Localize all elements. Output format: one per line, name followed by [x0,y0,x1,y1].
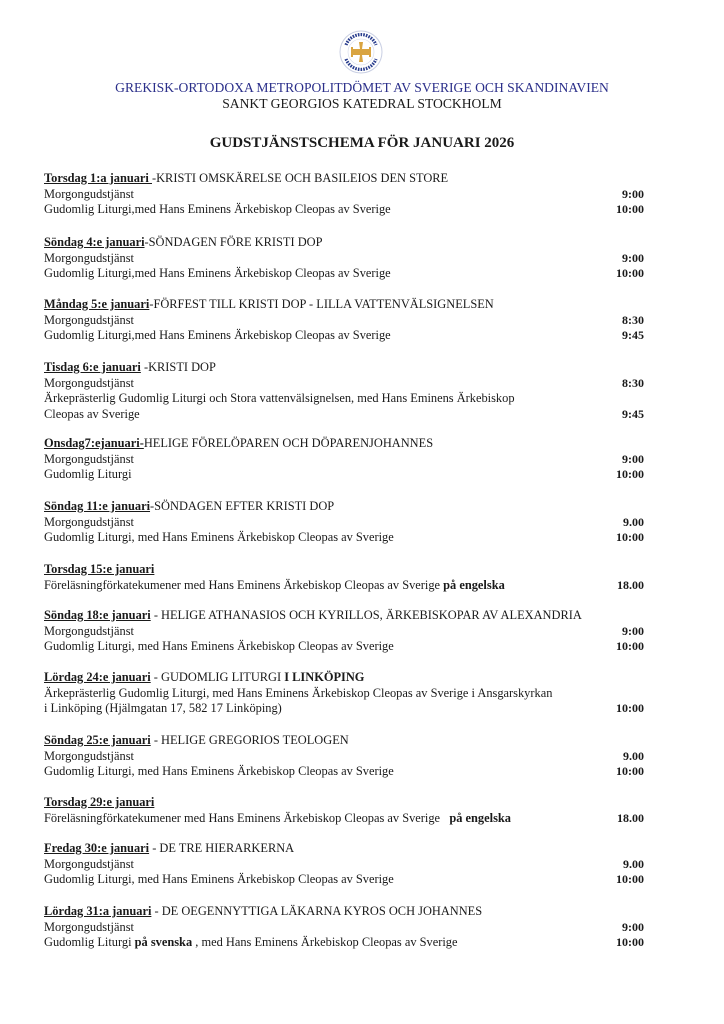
entry-feast: - DE OEGENNYTTIGA LÄKARNA KYROS OCH JOHANNES [151,904,483,918]
schedule-entry [44,499,644,546]
schedule-entry [44,841,644,888]
schedule-entry [44,562,644,593]
entry-heading [44,733,644,749]
service-time: 9:00 [622,250,644,265]
entry-heading [44,171,644,187]
service-time: 9.00 [623,856,644,871]
service-time: 10:00 [616,701,644,715]
entry-feast: -SÖNDAGEN FÖRE KRISTI DOP [144,235,323,249]
service-row [44,624,644,640]
service-name: Morgongudstjänst [44,186,134,201]
entry-date: Söndag 11:e januari [44,499,151,513]
service-name-cont: , med Hans Eminens Ärkebiskop Cleopas av Sverige [192,935,458,949]
entry-heading [44,562,644,578]
service-time: 9:00 [622,623,644,638]
service-name: Morgongudstjänst [44,250,134,265]
entry-date: Söndag 18:e januari [44,608,151,622]
service-row [44,202,644,218]
schedule-entry [44,436,644,483]
service-row [44,639,644,655]
cathedral-name: SANKT GEORGIOS KATEDRAL STOCKHOLM [222,96,502,111]
service-name: Ärkeprästerlig Gudomlig Liturgi och Stora vattenvälsignelsen, med Hans Eminens Ärkebiskop [44,391,515,405]
service-time: 10:00 [616,935,644,949]
entry-feast: - HELIGE ATHANASIOS OCH KYRILLOS, ÄRKEBISKOPAR AV ALEXANDRIA [150,608,582,622]
entry-date: Söndag 4:e januari [44,235,145,249]
service-name: Gudomlig Liturgi, med Hans Eminens Ärkebiskop Cleopas av Sverige [44,872,394,886]
service-time: 10:00 [616,764,644,778]
service-time: 9:00 [622,186,644,201]
organization-name: GREKISK-ORTODOXA METROPOLITDÖMET AV SVERIGE OCH SKANDINAVIEN [115,80,609,95]
service-name: Morgongudstjänst [44,375,134,390]
entry-heading [44,297,644,313]
entry-heading [44,608,644,624]
church-seal-logo [338,29,384,75]
service-name: Föreläsningförkatekumener med Hans Eminens Ärkebiskop Cleopas av Sverige [44,577,444,592]
service-row [44,376,644,392]
schedule-entry [44,171,644,218]
entry-feast: - HELIGE GREGORIOS TEOLOGEN [150,733,349,747]
page-title: GUDSTJÄNSTSCHEMA FÖR JANUARI 2026 [209,135,515,151]
entry-heading [44,235,644,251]
service-time: 10:00 [616,872,644,886]
entry-heading [44,795,644,811]
entry-date: Tisdag 6:e januari [44,360,141,374]
entry-feast: - GUDOMLIG LITURGI [150,670,285,684]
service-name: Morgongudstjänst [44,919,134,934]
service-name: Ärkeprästerlig Gudomlig Liturgi, med Hans Eminens Ärkebiskop Cleopas av Sverige i Ansgarskyrkan [44,685,553,700]
entry-heading [44,904,644,920]
service-name: Gudomlig Liturgi,med Hans Eminens Ärkebiskop Cleopas av Sverige [44,328,391,342]
service-name: Morgongudstjänst [44,623,134,638]
entry-heading [44,360,644,376]
service-time: 10:00 [616,467,644,481]
service-time: 18.00 [617,810,644,825]
schedule-entry [44,670,644,717]
entry-feast: -FÖRFEST TILL KRISTI DOP - LILLA VATTENVÄLSIGNELSEN [149,297,494,311]
service-time: 8:30 [622,375,644,390]
service-time: 9.00 [623,514,644,529]
entry-date: Lördag 31:a januari [44,904,152,918]
service-row [44,701,644,717]
service-time: 10:00 [616,530,644,544]
entry-date: Onsdag7:ejanuari- [44,436,144,450]
language-note: på engelska [443,577,505,592]
entry-feast: -KRISTI DOP [140,360,216,374]
service-name: i Linköping (Hjälmgatan 17, 582 17 Linköping) [44,701,282,715]
schedule-entry [44,795,644,826]
service-row [44,187,644,203]
schedule-entry [44,235,644,282]
service-row [44,578,644,594]
service-name: Morgongudstjänst [44,856,134,871]
entry-date: Torsdag 29:e januari [44,795,155,809]
service-row [44,328,644,344]
service-time: 9:00 [622,919,644,934]
service-name: Gudomlig Liturgi,med Hans Eminens Ärkebiskop Cleopas av Sverige [44,202,391,216]
service-name: Gudomlig Liturgi, med Hans Eminens Ärkebiskop Cleopas av Sverige [44,639,394,653]
entry-location: I LINKÖPING [284,670,365,684]
service-row [44,452,644,468]
service-time: 8:30 [622,312,644,327]
service-name: Gudomlig Liturgi [44,467,132,481]
schedule-entry [44,360,644,422]
service-row [44,749,644,765]
language-note: på svenska [134,935,193,949]
service-name: Gudomlig Liturgi, med Hans Eminens Ärkebiskop Cleopas av Sverige [44,764,394,778]
entry-date: Torsdag 15:e januari [44,562,155,576]
service-row [44,515,644,531]
service-row [44,686,644,702]
service-row [44,251,644,267]
service-time: 18.00 [617,577,644,592]
service-name: Gudomlig Liturgi,med Hans Eminens Ärkebiskop Cleopas av Sverige [44,266,391,280]
entry-feast: - DE TRE HIERARKERNA [149,841,295,855]
service-time: 9:00 [622,451,644,466]
service-row [44,857,644,873]
schedule-entry [44,297,644,344]
service-time: 9:45 [622,406,644,421]
service-row [44,467,644,483]
entry-heading [44,499,644,515]
entry-date: Måndag 5:e januari [44,297,150,311]
service-name: Cleopas av Sverige [44,406,140,421]
schedule-entry [44,608,644,655]
service-time: 10:00 [616,202,644,216]
service-name: Gudomlig Liturgi, med Hans Eminens Ärkebiskop Cleopas av Sverige [44,530,394,544]
service-name: Morgongudstjänst [44,748,134,763]
service-row [44,764,644,780]
service-name: Gudomlig Liturgi [44,935,135,949]
entry-heading [44,841,644,857]
service-row [44,407,644,423]
schedule-entry [44,733,644,780]
entry-date: Fredag 30:e januari [44,841,150,855]
entry-date: Söndag 25:e januari [44,733,151,747]
entry-feast: -SÖNDAGEN EFTER KRISTI DOP [150,499,335,513]
service-time: 9.00 [623,748,644,763]
service-row [44,811,644,827]
language-note: på engelska [449,810,511,825]
service-row [44,935,644,951]
entry-feast: HELIGE FÖRELÖPAREN OCH DÖPARENJOHANNES [143,436,434,450]
schedule-entry [44,904,644,951]
entry-heading [44,670,644,686]
service-row [44,391,644,407]
service-time: 10:00 [616,639,644,653]
service-row [44,920,644,936]
service-row [44,266,644,282]
entry-feast: -KRISTI OMSKÄRELSE OCH BASILEIOS DEN STORE [151,171,449,185]
service-name: Morgongudstjänst [44,451,134,466]
entry-date: Lördag 24:e januari [44,670,151,684]
service-time: 9:45 [622,328,644,342]
service-name: Morgongudstjänst [44,312,134,327]
schedule-list [44,171,644,949]
service-name: Föreläsningförkatekumener med Hans Eminens Ärkebiskop Cleopas av Sverige [44,810,450,825]
service-row [44,872,644,888]
service-name: Morgongudstjänst [44,514,134,529]
service-row [44,313,644,329]
entry-heading [44,436,644,452]
service-time: 10:00 [616,266,644,280]
service-row [44,530,644,546]
entry-date: Torsdag 1:a januari [44,171,152,185]
